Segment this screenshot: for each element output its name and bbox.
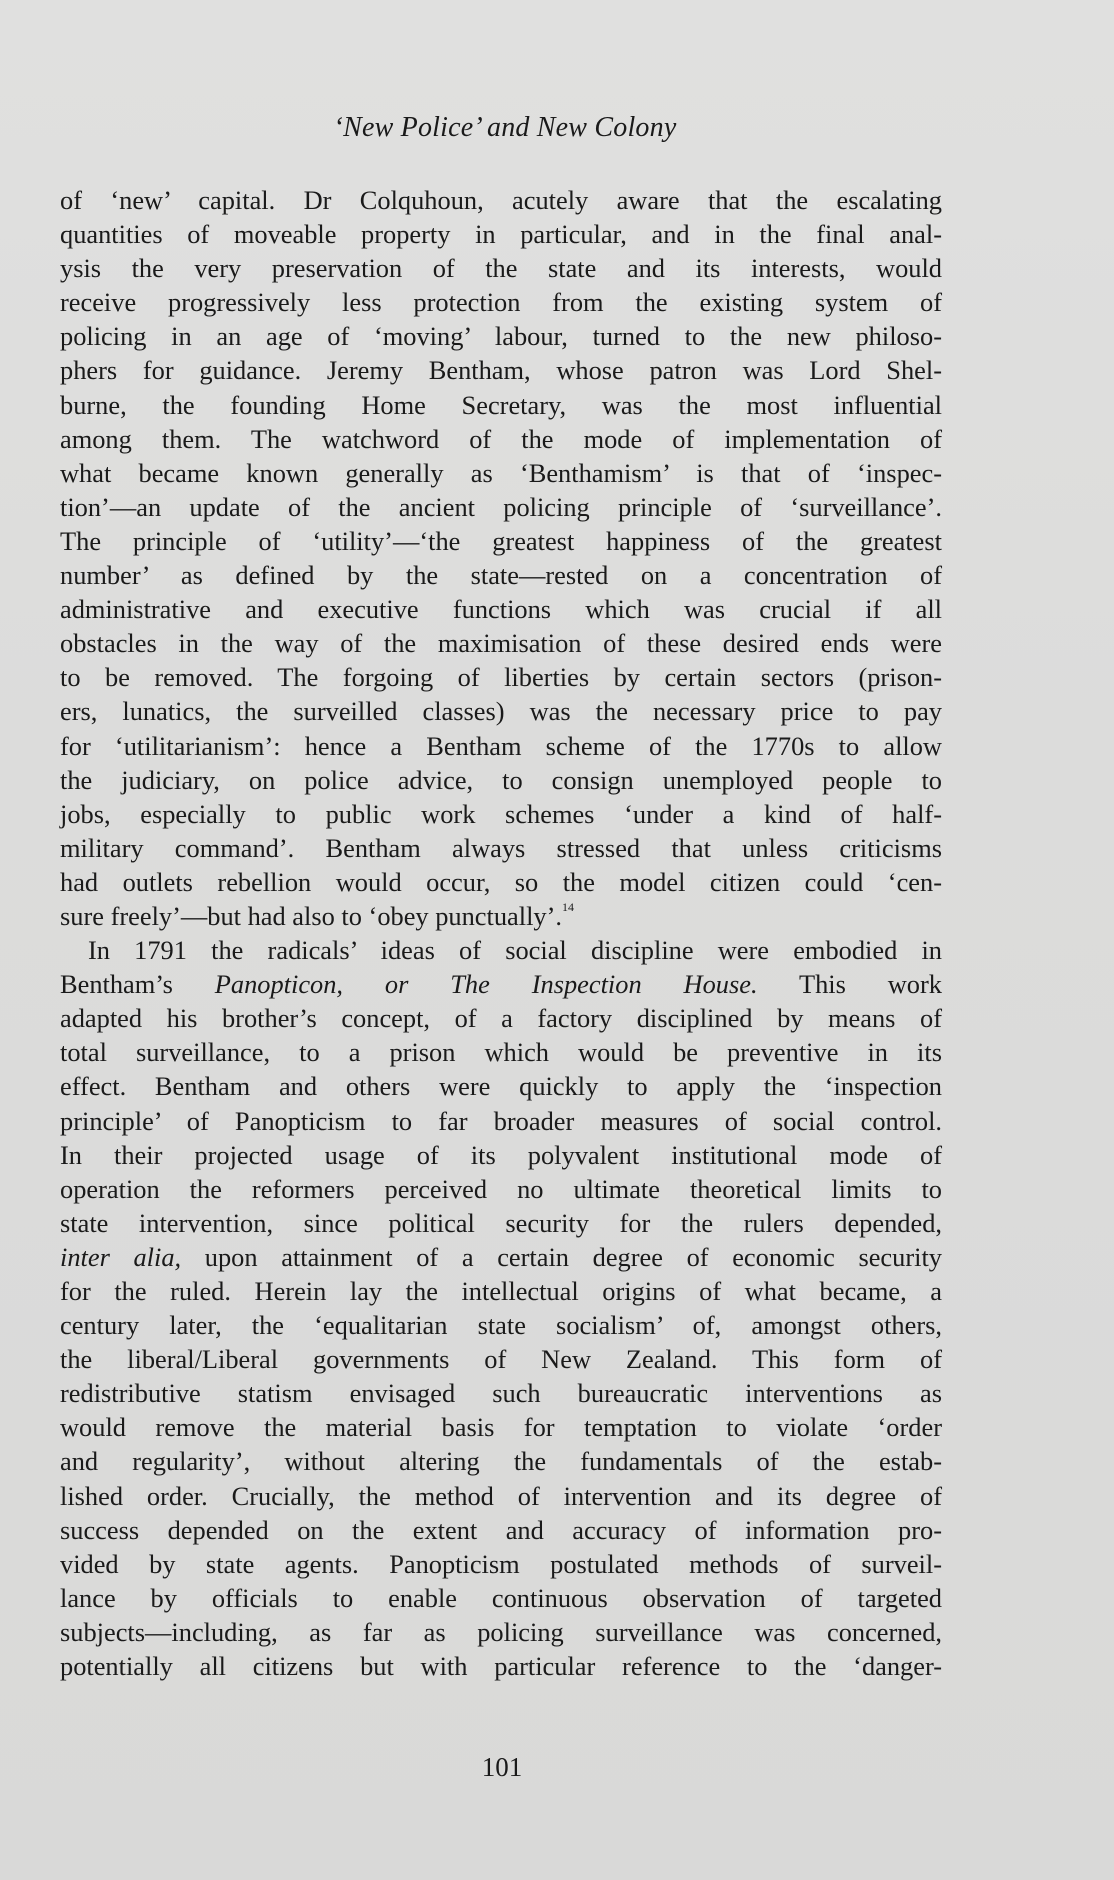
text-line: effect. Bentham and others were quickly to apply the ‘inspection xyxy=(60,1071,942,1102)
text-line-indented: In 1791 the radicals’ ideas of social discipline were embodied in xyxy=(88,935,942,966)
text-line: the liberal/Liberal governments of New Zealand. This form of xyxy=(60,1344,942,1375)
text-line: lance by officials to enable continuous observation of targeted xyxy=(60,1582,942,1613)
text-line: would remove the material basis for temptation to violate ‘order xyxy=(60,1412,942,1443)
latin-phrase: inter alia, xyxy=(60,1241,182,1272)
text-line: adapted his brother’s concept, of a factory disciplined by means of xyxy=(60,1003,942,1034)
text-line: and regularity’, without altering the fundamentals of the estab- xyxy=(60,1446,942,1477)
text-line: jobs, especially to public work schemes ‘under a kind of half- xyxy=(60,798,942,829)
text-line: of ‘new’ capital. Dr Colquhoun, acutely aware that the escalating xyxy=(60,185,942,215)
text-line: potentially all citizens but with particular reference to the ‘danger- xyxy=(60,1651,942,1682)
text-line: military command’. Bentham always stressed that unless criticisms xyxy=(60,832,942,863)
text-line: operation the reformers perceived no ultimate theoretical limits to xyxy=(60,1173,942,1204)
text-line: for ‘utilitarianism’: hence a Bentham scheme of the 1770s to allow xyxy=(60,730,942,761)
text-line: ysis the very preservation of the state and its interests, would xyxy=(60,253,942,284)
text-line: tion’—an update of the ancient policing principle of ‘surveillance’. xyxy=(60,491,942,522)
text-line xyxy=(60,1240,942,1274)
text-line: principle’ of Panopticism to far broader measures of social control. xyxy=(60,1105,942,1136)
text-fragment: This work xyxy=(798,969,942,1000)
body-text xyxy=(60,183,942,1683)
text-line: phers for guidance. Jeremy Bentham, whose patron was Lord Shel- xyxy=(60,355,942,386)
text-line: policing in an age of ‘moving’ labour, turned to the new philoso- xyxy=(60,321,942,352)
text-fragment: sure freely’—but had also to ‘obey punctually’. xyxy=(60,900,563,931)
footnote-reference: 14 xyxy=(562,899,575,914)
text-line: subjects—including, as far as policing surveillance was concerned, xyxy=(60,1616,942,1647)
text-fragment: upon attainment of a certain degree of economic security xyxy=(204,1241,942,1272)
text-line: total surveillance, to a prison which would be preventive in its xyxy=(60,1037,942,1068)
text-line: century later, the ‘equalitarian state socialism’ of, amongst others, xyxy=(60,1310,942,1341)
text-line: obstacles in the way of the maximisation of these desired ends were xyxy=(60,628,942,659)
text-line: vided by state agents. Panopticism postulated methods of surveil- xyxy=(60,1548,942,1579)
text-line: state intervention, since political security for the rulers depended, xyxy=(60,1207,942,1238)
text-line: The principle of ‘utility’—‘the greatest happiness of the greatest xyxy=(60,525,942,556)
book-title: Panopticon, or The Inspection House. xyxy=(214,969,758,1000)
running-head: ‘New Police’ and New Colony xyxy=(333,112,677,143)
text-fragment: Bentham’s xyxy=(60,969,173,1000)
text-line: success depended on the extent and accuracy of information pro- xyxy=(60,1514,942,1545)
text-line: ers, lunatics, the surveilled classes) was the necessary price to pay xyxy=(60,696,942,727)
text-line: quantities of moveable property in particular, and in the final anal- xyxy=(60,219,942,250)
text-line: lished order. Crucially, the method of intervention and its degree of xyxy=(60,1480,942,1511)
text-line: burne, the founding Home Secretary, was the most influential xyxy=(60,389,942,420)
text-line: redistributive statism envisaged such bureaucratic interventions as xyxy=(60,1378,942,1409)
page-number: 101 xyxy=(481,1752,523,1782)
text-line: among them. The watchword of the mode of implementation of xyxy=(60,423,942,454)
text-line: what became known generally as ‘Benthamism’ is that of ‘inspec- xyxy=(60,457,942,488)
text-line-last xyxy=(60,899,942,933)
text-line: had outlets rebellion would occur, so the model citizen could ‘cen- xyxy=(60,866,942,897)
text-line: number’ as defined by the state—rested on a concentration of xyxy=(60,560,942,591)
text-line: to be removed. The forgoing of liberties by certain sectors (prison- xyxy=(60,662,942,693)
text-line: for the ruled. Herein lay the intellectual origins of what became, a xyxy=(60,1276,942,1306)
text-line: the judiciary, on police advice, to consign unemployed people to xyxy=(60,764,942,795)
text-line: receive progressively less protection from the existing system of xyxy=(60,287,942,318)
text-line: administrative and executive functions which was crucial if all xyxy=(60,594,942,625)
text-line: In their projected usage of its polyvalent institutional mode of xyxy=(60,1139,942,1170)
text-line xyxy=(60,967,942,1001)
